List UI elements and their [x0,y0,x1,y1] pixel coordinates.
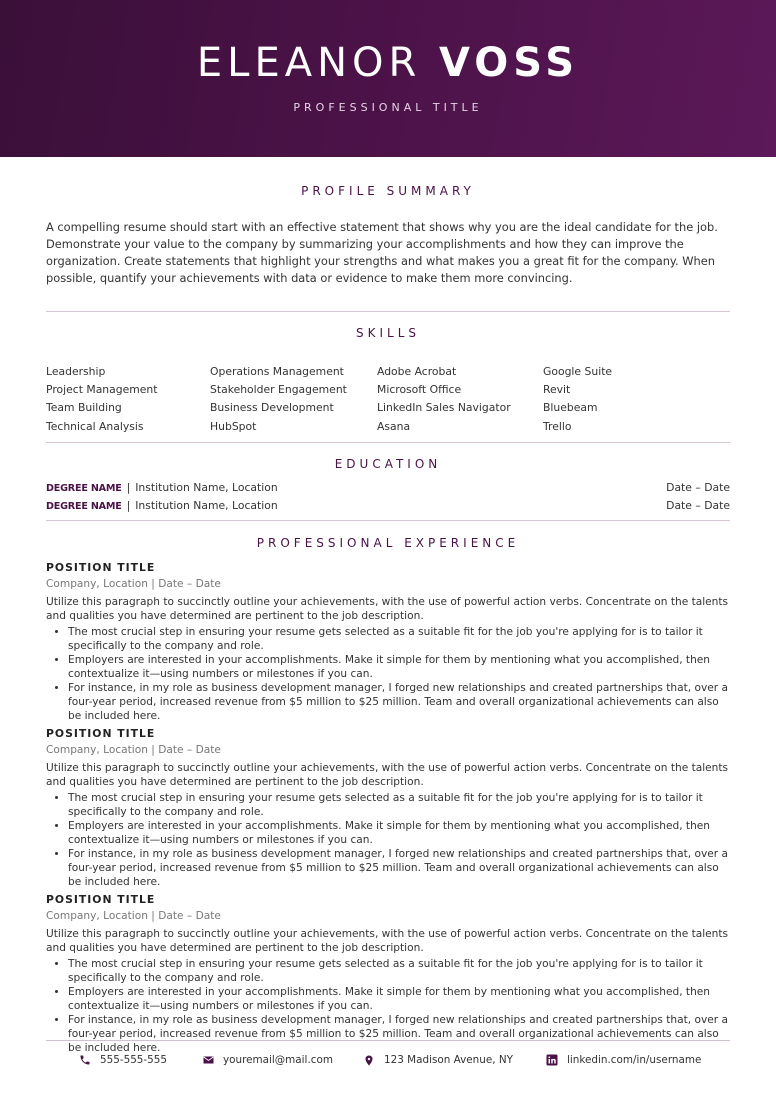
skill-item: Trello [543,419,572,433]
first-name: ELEANOR [196,40,422,86]
institution: Institution Name, Location [135,481,278,494]
linkedin-icon [546,1054,558,1066]
professional-title: PROFESSIONAL TITLE [293,101,483,114]
section-divider [46,442,730,443]
experience-entry [46,726,732,889]
profile-summary-heading: PROFILE SUMMARY [301,184,475,198]
skill-item: Revit [543,383,571,397]
education-date: Date – Date [666,481,730,494]
company-line: Company, Location | Date – Date [46,578,221,590]
skill-item: Business Development [210,401,334,415]
phone-icon [79,1054,91,1066]
skill-item: Project Management [46,383,158,397]
job-description: Utilize this paragraph to succinctly outline your achievements, with the use of powerful action verbs. Concentrate on the talents and qualities you have determined are pertinent to the job description. [46,928,729,954]
footer-divider [46,1040,730,1041]
degree-name: DEGREE NAME [46,483,122,494]
section-divider [46,520,730,521]
skill-item: Bluebeam [543,401,598,415]
skill-item: LinkedIn Sales Navigator [377,401,511,415]
achievement-list [68,791,732,889]
skill-item: Stakeholder Engagement [210,383,347,397]
last-name: VOSS [439,40,580,86]
degree-name: DEGREE NAME [46,501,122,512]
skill-item: Team Building [46,401,122,415]
address-text: 123 Madison Avenue, NY [384,1054,513,1066]
list-item: • The most crucial step in ensuring your resume gets selected as a suitable fit for the job you're applying for is to tailor it specifically to the company and role. [68,625,732,653]
experience-list [0,555,776,1054]
resume-header [0,0,776,157]
skill-item: Adobe Acrobat [377,365,457,378]
skills-column [210,363,380,436]
experience-entry [46,892,732,1055]
section-divider [46,311,730,312]
separator: | [126,481,131,494]
linkedin-text: linkedin.com/in/username [567,1054,702,1066]
company-line: Company, Location | Date – Date [46,744,221,756]
skills-column [543,363,713,436]
education-date: Date – Date [666,499,730,512]
experience-heading: PROFESSIONAL EXPERIENCE [256,536,520,550]
education-entry [46,498,730,514]
list-item: • For instance, in my role as business development manager, I forged new relationships and created partnerships that, over a four-year period, increased revenue from $5 million to $25 million. Team and overall organizational achievements can also be included here. [68,681,732,723]
list-item: • Employers are interested in your accomplishments. Make it simple for them by mentioning what you accomplished, then contextualize it—using numbers or milestones if you can. [68,985,732,1013]
education-entry [46,480,730,496]
list-item: • The most crucial step in ensuring your resume gets selected as a suitable fit for the job you're applying for is to tailor it specifically to the company and role. [68,957,732,985]
skill-item: Operations Management [210,365,344,378]
list-item: • The most crucial step in ensuring your resume gets selected as a suitable fit for the job you're applying for is to tailor it specifically to the company and role. [68,791,732,819]
list-item: • For instance, in my role as business development manager, I forged new relationships and created partnerships that, over a four-year period, increased revenue from $5 million to $25 million. Team and overall organizational achievements can also be included here. [68,1013,732,1055]
skill-item: HubSpot [210,419,257,433]
position-title: POSITION TITLE [46,561,156,574]
skills-heading: SKILLS [355,326,420,340]
profile-summary-text: A compelling resume should start with an effective statement that shows why you are the ideal candidate for the job. Demonstrate your value to the company by summarizing your accomplishments and how they can improve the organization. Create statements that highlight your strengths and what makes you a great fit for the company. When possible, quantify your achievements with data or evidence to make them more convincing. [46,220,718,285]
email-icon [202,1054,215,1066]
skills-column [46,363,216,436]
institution: Institution Name, Location [135,499,278,512]
education-heading: EDUCATION [334,457,442,471]
experience-entry [46,560,732,723]
skills-column [377,363,547,436]
skill-item: Asana [377,419,411,433]
list-item: • Employers are interested in your accomplishments. Make it simple for them by mentioning what you accomplished, then contextualize it—using numbers or milestones if you can. [68,819,732,847]
candidate-name [0,40,776,86]
list-item: • Employers are interested in your accomplishments. Make it simple for them by mentioning what you accomplished, then contextualize it—using numbers or milestones if you can. [68,653,732,681]
separator: | [126,499,131,512]
position-title: POSITION TITLE [46,727,156,740]
skill-item: Technical Analysis [46,419,144,433]
skill-item: Google Suite [543,365,613,378]
email-text: youremail@mail.com [223,1054,333,1066]
skill-item: Leadership [46,365,106,378]
position-title: POSITION TITLE [46,893,156,906]
job-description: Utilize this paragraph to succinctly outline your achievements, with the use of powerful action verbs. Concentrate on the talents and qualities you have determined are pertinent to the job description. [46,596,729,622]
list-item: • For instance, in my role as business development manager, I forged new relationships and created partnerships that, over a four-year period, increased revenue from $5 million to $25 million. Team and overall organizational achievements can also be included here. [68,847,732,889]
company-line: Company, Location | Date – Date [46,910,221,922]
achievement-list [68,625,732,723]
phone-text: 555-555-555 [100,1054,167,1066]
location-pin-icon [363,1054,375,1067]
job-description: Utilize this paragraph to succinctly outline your achievements, with the use of powerful action verbs. Concentrate on the talents and qualities you have determined are pertinent to the job description. [46,762,729,788]
skill-item: Microsoft Office [377,383,462,397]
